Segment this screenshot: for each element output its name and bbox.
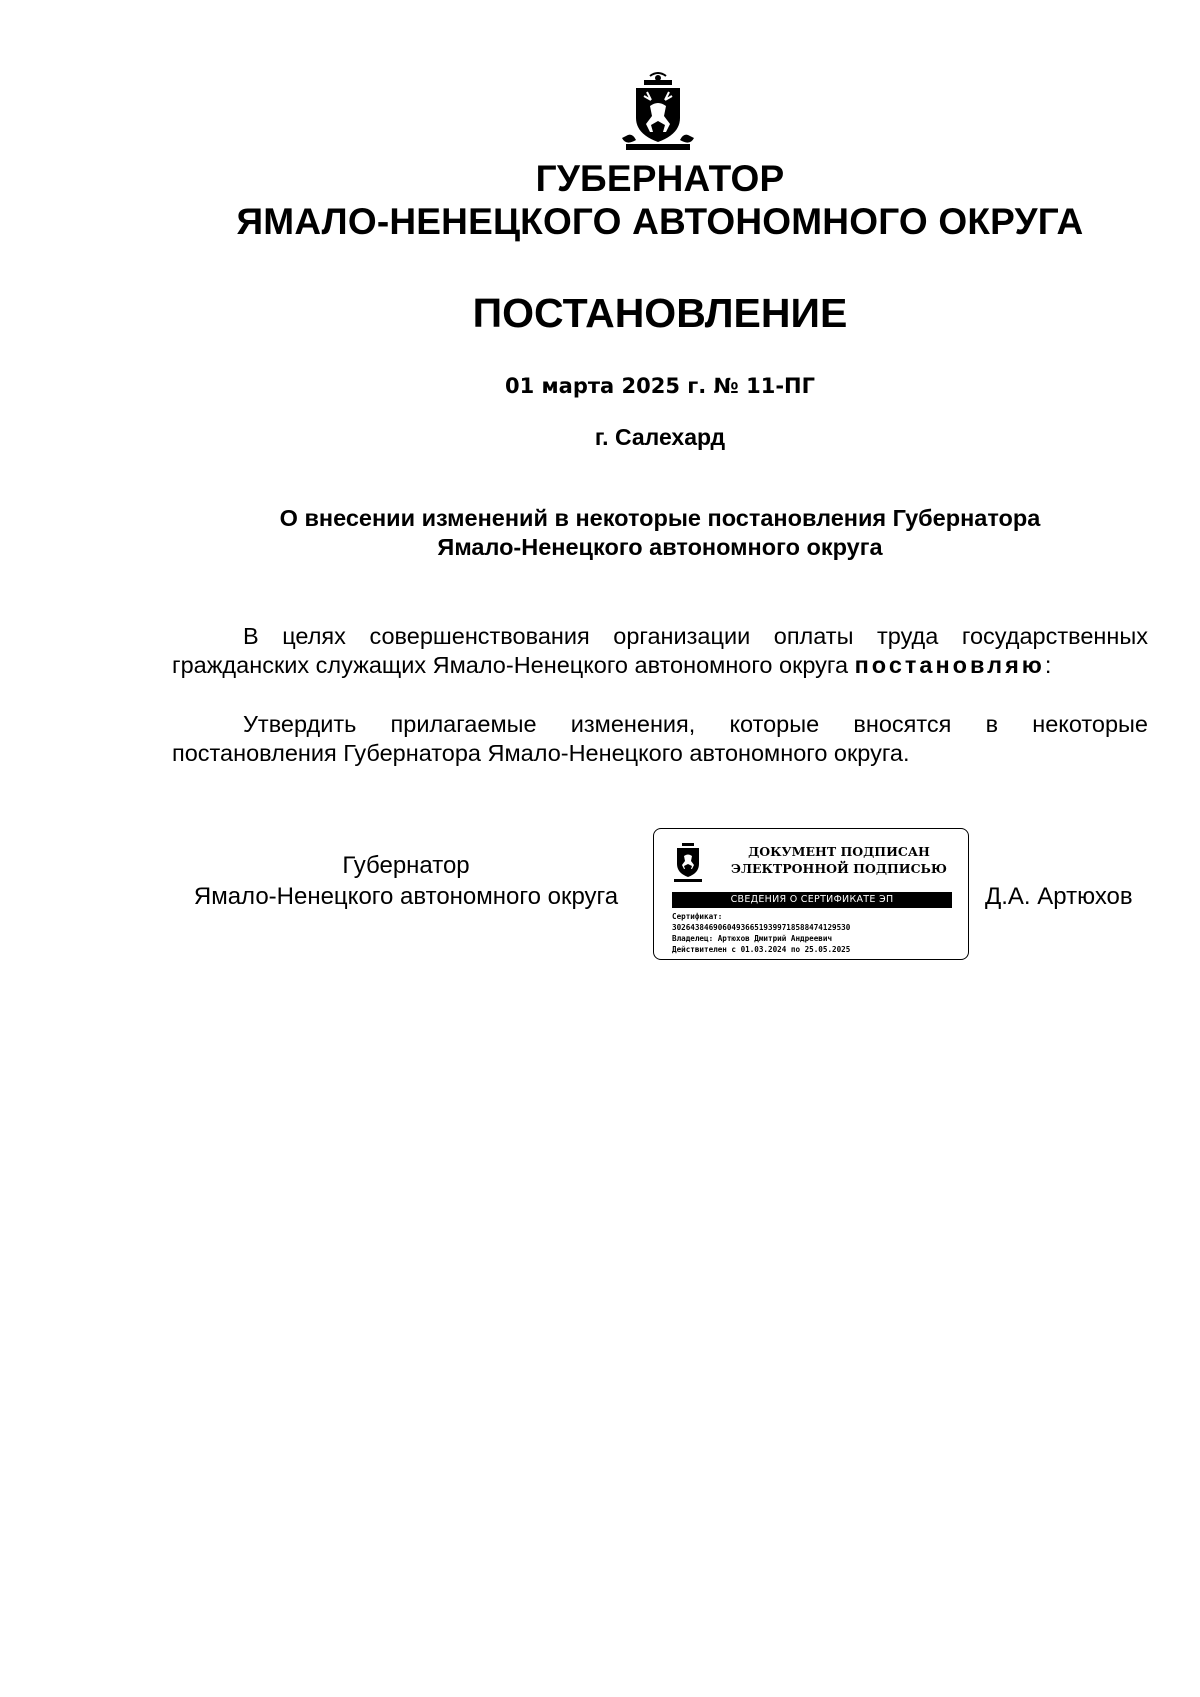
cert-validity: Действителен с 01.03.2024 по 25.05.2025: [672, 945, 851, 954]
signer-title: [172, 850, 640, 912]
decree-word: постановляю: [854, 652, 1045, 678]
date-and-number: 01 марта 2025 г. № 11-ПГ: [504, 374, 816, 398]
stamp-certificate-bar: СВЕДЕНИЯ О СЕРТИФИКАТЕ ЭП: [672, 892, 952, 908]
city: г. Салехард: [594, 424, 726, 450]
electronic-signature-stamp: [653, 828, 969, 960]
cert-owner: Владелец: Артюхов Дмитрий Андреевич: [672, 934, 833, 943]
stamp-certificate-details: [672, 911, 962, 955]
org-title-line1: ГУБЕРНАТОР: [535, 158, 785, 199]
signer-title-line2: Ямало-Ненецкого автономного округа: [193, 883, 619, 910]
preamble-text: В целях совершенствования организации оплаты труда государственных гражданских служащих Ямало-Ненецкого автономного округа: [172, 623, 1148, 678]
stamp-heading-line1: ДОКУМЕНТ ПОДПИСАН: [748, 844, 930, 859]
signer-title-line1: Губернатор: [342, 852, 470, 879]
preamble-end: :: [1044, 652, 1052, 678]
document-type: ПОСТАНОВЛЕНИЕ: [472, 290, 848, 336]
cert-number: 302643846906049366519399718588474129530: [672, 923, 851, 932]
paragraph-resolution: Утвердить прилагаемые изменения, которые вносятся в некоторые постановления Губернатора Ямало-Ненецкого автономного округа.: [172, 711, 1148, 766]
coat-of-arms-emblem: [620, 70, 696, 154]
paragraph-preamble: [172, 622, 1148, 680]
stamp-heading: [714, 843, 964, 877]
cert-label: Сертификат:: [672, 912, 723, 921]
signer-name: Д.А. Артюхов: [985, 883, 1133, 910]
subject-line1: О внесении изменений в некоторые постановления Губернатора: [279, 505, 1041, 531]
org-title-line2: ЯМАЛО-НЕНЕЦКОГО АВТОНОМНОГО ОКРУГА: [236, 201, 1084, 242]
stamp-heading-line2: ЭЛЕКТРОННОЙ ПОДПИСЬЮ: [731, 861, 947, 876]
stamp-emblem-icon: [672, 841, 704, 885]
document-subject: [200, 504, 1120, 562]
subject-line2: Ямало-Ненецкого автономного округа: [437, 534, 883, 560]
